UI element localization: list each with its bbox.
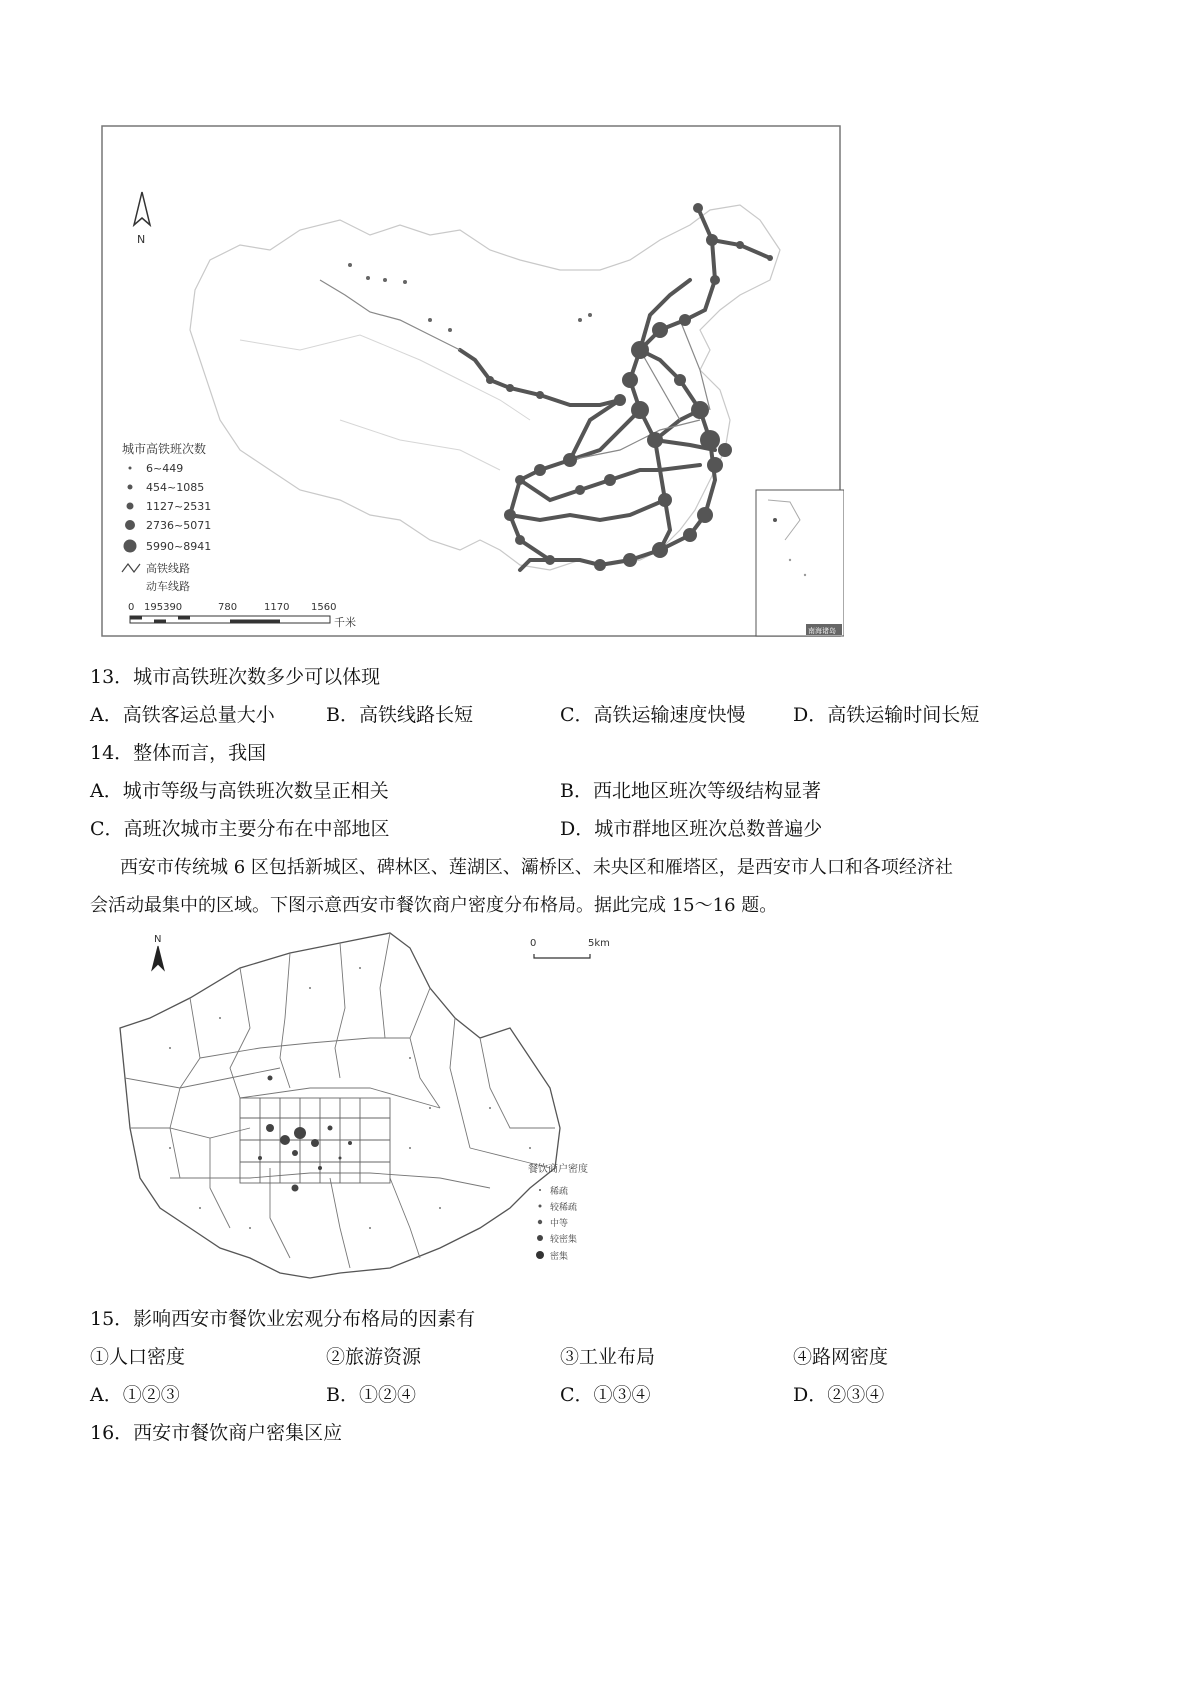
q15-factor-4: ④路网密度 <box>793 1346 889 1368</box>
scale-unit: 千米 <box>334 616 356 629</box>
legend-item-3: 1127~2531 <box>146 500 212 513</box>
north-label: N <box>137 233 146 246</box>
q15-option-b[interactable]: B．①②④ <box>326 1384 416 1406</box>
q15-factor-1: ①人口密度 <box>90 1346 186 1368</box>
xian-scale-label: 5km <box>588 938 610 949</box>
passage-line-2: 会活动最集中的区域。下图示意西安市餐饮商户密度分布格局。据此完成 15～16 题。 <box>90 895 778 916</box>
xian-legend-title: 餐饮商户密度 <box>528 1164 588 1175</box>
q14-option-a[interactable]: A．城市等级与高铁班次数呈正相关 <box>90 780 389 802</box>
q13-option-b[interactable]: B．高铁线路长短 <box>326 704 473 726</box>
q15-factor-2: ②旅游资源 <box>326 1346 422 1368</box>
q13-option-d[interactable]: D．高铁运输时间长短 <box>793 704 980 726</box>
scale-tick-4: 1560 <box>311 602 337 613</box>
q15-option-c[interactable]: C．①③④ <box>560 1384 651 1406</box>
xian-legend-item-3: 中等 <box>550 1219 569 1229</box>
q15-stem: 15．影响西安市餐饮业宏观分布格局的因素有 <box>90 1308 476 1330</box>
legend-item-4: 2736~5071 <box>146 519 212 532</box>
xian-north-label: N <box>154 934 162 945</box>
xian-scale-zero: 0 <box>530 938 537 949</box>
scale-bar <box>130 616 330 623</box>
xian-legend-item-4: 较密集 <box>550 1235 578 1245</box>
legend-hsr-line: 高铁线路 <box>146 562 190 575</box>
xian-legend-item-5: 密集 <box>550 1252 569 1262</box>
q15-factor-3: ③工业布局 <box>560 1346 656 1368</box>
legend-item-5: 5990~8941 <box>146 540 212 553</box>
scale-tick-1: 195390 <box>144 602 183 613</box>
legend-item-1: 6~449 <box>146 462 184 475</box>
xian-legend-item-1: 稀疏 <box>550 1187 569 1197</box>
inset-label: 南海诸岛 <box>808 627 836 635</box>
xian-map-figure <box>110 928 640 1298</box>
q13-stem: 13．城市高铁班次数多少可以体现 <box>90 666 381 688</box>
passage-line-1: 西安市传统城 6 区包括新城区、碑林区、莲湖区、灞桥区、未央区和雁塔区，是西安市人口和各项经济社 <box>120 857 953 878</box>
q15-option-d[interactable]: D．②③④ <box>793 1384 885 1406</box>
hsr-map-figure <box>100 120 844 640</box>
xian-legend-item-2: 较稀疏 <box>550 1203 578 1213</box>
q13-option-a[interactable]: A．高铁客运总量大小 <box>90 704 275 726</box>
q14-option-d[interactable]: D．城市群地区班次总数普遍少 <box>560 818 823 840</box>
q14-option-b[interactable]: B．西北地区班次等级结构显著 <box>560 780 821 802</box>
q15-option-a[interactable]: A．①②③ <box>90 1384 180 1406</box>
south-china-sea-inset <box>756 490 844 636</box>
hsr-legend-title: 城市高铁班次数 <box>122 442 207 456</box>
legend-emu-line: 动车线路 <box>146 580 190 593</box>
xian-map-svg <box>110 928 640 1298</box>
north-arrow-icon <box>152 946 164 970</box>
q14-stem: 14．整体而言，我国 <box>90 742 267 764</box>
q13-option-c[interactable]: C．高铁运输速度快慢 <box>560 704 746 726</box>
legend-item-2: 454~1085 <box>146 481 205 494</box>
hsr-map-svg <box>100 120 844 640</box>
scale-tick-2: 780 <box>218 602 238 613</box>
q16-stem: 16．西安市餐饮商户密集区应 <box>90 1422 343 1444</box>
scale-tick-0: 0 <box>128 602 135 613</box>
scale-tick-3: 1170 <box>264 602 290 613</box>
xian-scale-bar <box>534 954 590 958</box>
q14-option-c[interactable]: C．高班次城市主要分布在中部地区 <box>90 818 390 840</box>
